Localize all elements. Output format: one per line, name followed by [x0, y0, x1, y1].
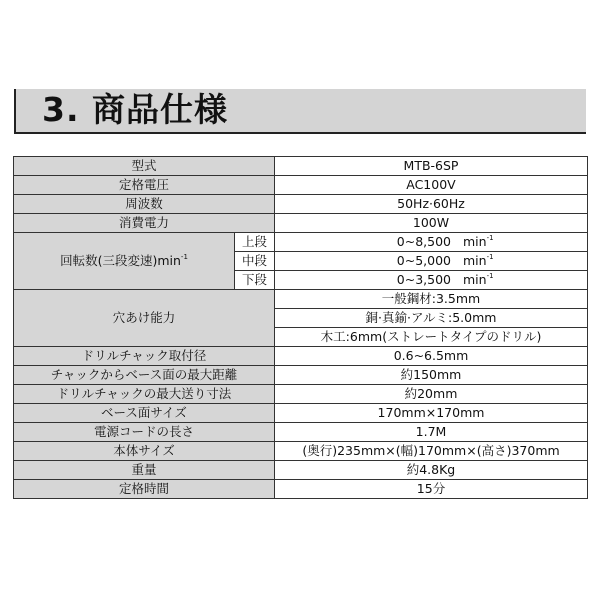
speed-value-cell — [275, 252, 588, 271]
row-label: 定格電圧 — [14, 176, 275, 195]
row-label: ドリルチャックの最大送り寸法 — [14, 385, 275, 404]
row-label: 消費電力 — [14, 214, 275, 233]
row-value: AC100V — [275, 176, 588, 195]
row-value: 100W — [275, 214, 588, 233]
row-value: 50Hz·60Hz — [275, 195, 588, 214]
table-row-drill-steel — [14, 290, 588, 309]
speed-unit: $\min^{-1}$ — [463, 272, 494, 287]
row-value: MTB-6SP — [275, 157, 588, 176]
row-label: チャックからベース面の最大距離 — [14, 366, 275, 385]
section-title-bar — [14, 89, 586, 134]
drill-capacity-value: 銅·真鍮·アルミ:5.0mm — [275, 309, 588, 328]
table-row — [14, 366, 588, 385]
table-row — [14, 423, 588, 442]
table-row — [14, 404, 588, 423]
drill-capacity-value: 一般鋼材:3.5mm — [275, 290, 588, 309]
table-row — [14, 195, 588, 214]
row-label: 重量 — [14, 461, 275, 480]
speed-name: 上段 — [235, 233, 275, 252]
rpm-label-text: 回転数(三段変速)min — [60, 253, 181, 268]
speed-unit: $\min^{-1}$ — [463, 234, 494, 249]
row-label: 定格時間 — [14, 480, 275, 499]
row-value: 1.7M — [275, 423, 588, 442]
speed-value: 0~5,000 — [396, 253, 451, 268]
row-label: ベース面サイズ — [14, 404, 275, 423]
speed-value: 0~8,500 — [396, 234, 451, 249]
speed-name: 中段 — [235, 252, 275, 271]
table-row — [14, 176, 588, 195]
speed-unit: $\min^{-1}$ — [463, 253, 494, 268]
table-row — [14, 347, 588, 366]
row-label: 型式 — [14, 157, 275, 176]
row-label: 電源コードの長さ — [14, 423, 275, 442]
row-value: 約150mm — [275, 366, 588, 385]
table-row — [14, 385, 588, 404]
table-row-rpm-high — [14, 233, 588, 252]
row-value: 約4.8Kg — [275, 461, 588, 480]
row-value: 0.6~6.5mm — [275, 347, 588, 366]
drill-capacity-label: 穴あけ能力 — [14, 290, 275, 347]
table-row — [14, 442, 588, 461]
speed-name: 下段 — [235, 271, 275, 290]
spec-table — [13, 156, 588, 499]
rpm-label-sup: -1 — [180, 253, 188, 261]
row-label: ドリルチャック取付径 — [14, 347, 275, 366]
speed-value: 0~3,500 — [396, 272, 451, 287]
table-row — [14, 214, 588, 233]
row-label: 本体サイズ — [14, 442, 275, 461]
row-value: 15分 — [275, 480, 588, 499]
table-row — [14, 461, 588, 480]
table-row — [14, 480, 588, 499]
table-row — [14, 157, 588, 176]
row-value: (奥行)235mm×(幅)170mm×(高さ)370mm — [275, 442, 588, 461]
row-value: 約20mm — [275, 385, 588, 404]
section-title: 3. 商品仕様 — [42, 90, 228, 129]
row-value: 170mm×170mm — [275, 404, 588, 423]
speed-value-cell — [275, 233, 588, 252]
rpm-label — [14, 233, 235, 290]
row-label: 周波数 — [14, 195, 275, 214]
speed-value-cell — [275, 271, 588, 290]
drill-capacity-value: 木工:6mm(ストレートタイプのドリル) — [275, 328, 588, 347]
